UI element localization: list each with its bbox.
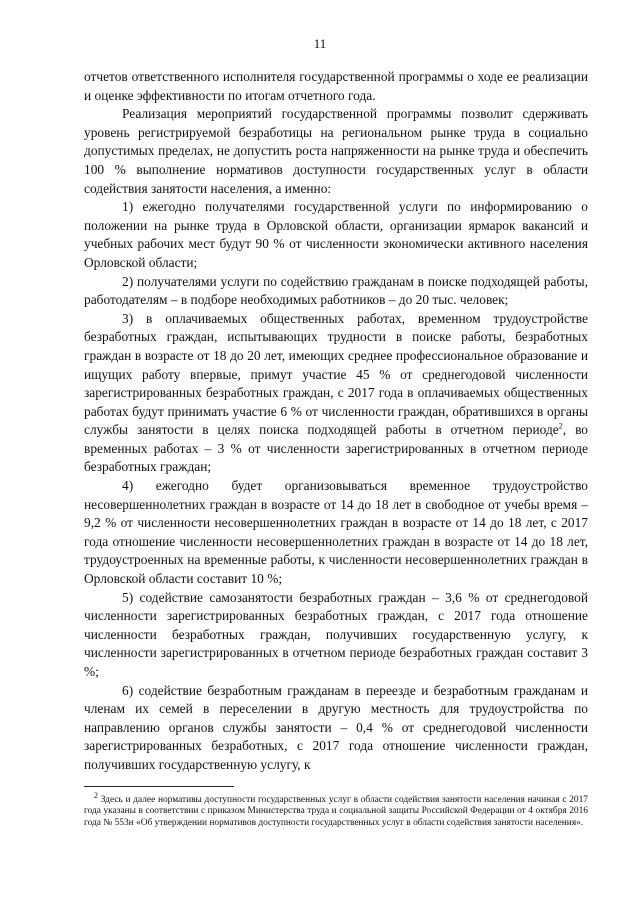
list-item-3-continuation: во временных работах – 3 % от численности зарегистрированных в отчетном периоде безработных граждан; — [84, 422, 588, 475]
list-item-3 — [84, 310, 588, 477]
list-item-2: 2) получателями услуги по содействию гражданам в поиске подходящей работы, работодателям – в подборе необходимых работников – до 20 тыс. человек; — [84, 273, 588, 308]
list-item-1: 1) ежегодно получателями государственной услуги по информированию о положении на рынке труда в Орловской области, организации ярмарок вакансий и учебных рабочих мест будут 90 % от численности экономически активного населения Орловской области; — [84, 199, 588, 270]
list-item-4: 4) ежегодно будет организовываться временное трудоустройство несовершеннолетних граждан в возрасте от 14 до 18 лет в свободное от учебы время – 9,2 % от численности несовершеннолетних граждан в возрасте от 14 до 18 лет, с 2017 года отношение численности несовершеннолетних граждан в возрасте от 14 до 18 лет, трудоустроенных на временные работы, к численности несовершеннолетних граждан в Орловской области составит 10 %; — [84, 478, 588, 587]
footnote — [84, 790, 588, 829]
footnote-text: Здесь и далее нормативы доступности государственных услуг в области содействия занятости населения начиная с 2017 года указаны в соответствии с приказом Министерства труда и социальной защиты Российской Федерации от 4 октября 2016 года № 553н «Об утверждении нормативов доступности государственных услуг в области содействия занятости населения». — [84, 795, 588, 828]
paragraph-intro: Реализация мероприятий государственной программы позволит сдерживать уровень регистрируемой безработицы на региональном рынке труда в социально допустимых пределах, не допустить роста напряженности на рынке труда и обеспечить 100 % выполнение нормативов доступности государственных услуг в области содействия занятости населения, а именно: — [84, 106, 588, 196]
footnote-reference-trailer: , — [562, 422, 567, 438]
footnote-marker: 2 — [94, 790, 98, 800]
page-number: 11 — [313, 36, 327, 51]
page-body — [84, 68, 588, 775]
footnote-divider — [84, 786, 234, 787]
list-item-6: 6) содействие безработным гражданам в переезде и безработным гражданам и членам их семей в переселении в другую местность для трудоустройства по направлению органов службы занятости – 0,4 % от среднегодовой численности зарегистрированных безработных, с 2017 года отношение численности граждан, получивших государственную услугу, к — [84, 682, 588, 772]
paragraph-continuation: отчетов ответственного исполнителя государственной программы о ходе ее реализации и оценке эффективности по итогам отчетного года. — [84, 69, 588, 103]
footnote-reference[interactable]: 2 — [558, 421, 563, 431]
list-item-5: 5) содействие самозанятости безработных граждан – 3,6 % от среднегодовой численности зарегистрированных безработных граждан, с 2017 года отношение численности безработных граждан, получивших государственную услугу, к численности зарегистрированных в отчетном периоде безработных граждан составит 3 %; — [84, 589, 588, 679]
list-item-3-text: 3) в оплачиваемых общественных работах, временном трудоустройстве безработных граждан, испытывающих трудности в поиске работы, безработных граждан в возрасте от 18 до 20 лет, имеющих среднее профессиональное образование и ищущих работу впервые, примут участие 45 % от среднегодовой численности зарегистрированных безработных граждан, с 2017 года в оплачиваемых общественных работах будут принимать участие 6 % от численности граждан, обратившихся в органы службы занятости в целях поиска подходящей работы в отчетном периоде — [84, 310, 588, 438]
